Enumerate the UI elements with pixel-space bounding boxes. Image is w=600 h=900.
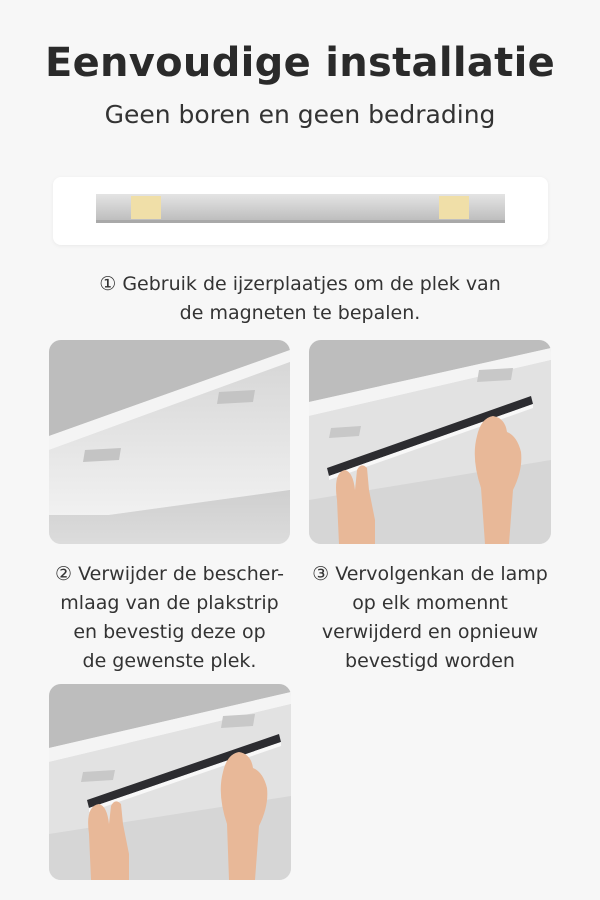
step-3-description: Vervolgenkan de lamp op elk momennt verwijderd en opnieuw bevestigd worden: [321, 563, 548, 672]
iron-plate-left: [83, 448, 121, 462]
page-subtitle: Geen boren en geen bedrading: [104, 100, 496, 129]
step-2-image: [49, 340, 290, 544]
adhesive-pad-left: [131, 196, 161, 219]
magnetic-strip-illustration: [53, 177, 548, 245]
step-1-description: Gebruik de ijzerplaatjes om de plek van de magneten te bepalen.: [122, 273, 501, 324]
step-2-number: ②: [55, 563, 73, 585]
step-1-number: ①: [99, 273, 117, 295]
step-3-number: ③: [312, 563, 330, 585]
strip-illustration-card: [53, 177, 548, 245]
step-3-result-image: [49, 684, 291, 880]
step-3-text: [309, 560, 551, 676]
step-1-text: [60, 270, 540, 328]
page-title: Eenvoudige installatie: [44, 40, 556, 86]
adhesive-pad-right: [439, 196, 469, 219]
step-2-text: [49, 560, 290, 676]
iron-plate-right: [217, 390, 255, 404]
step-3-image: [309, 340, 551, 544]
step-2-description: Verwijder de bescher- mlaag van de plakstrip en bevestig deze op de gewenste plek.: [60, 563, 284, 672]
